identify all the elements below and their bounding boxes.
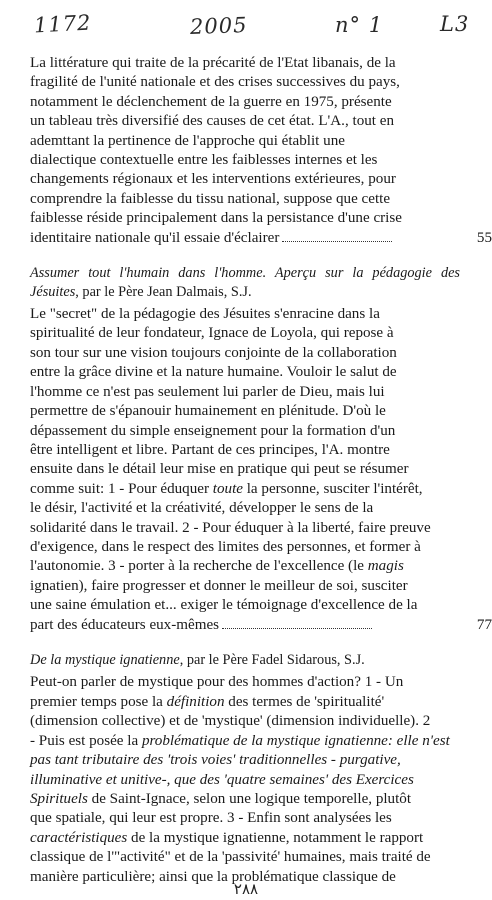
entry-abstract-2 — [30, 264, 492, 635]
emphasis: problématique de la mystique ignatienne: elle n'est — [141, 732, 450, 749]
text-line: classique de l'"activité" et de la 'passivité' humaines, mais traité de — [30, 849, 431, 866]
text-line: spiritualité de leur fondateur, Ignace de Loyola, qui repose à — [30, 325, 394, 342]
entry-title: De la mystique ignatienne — [30, 651, 180, 668]
handwritten-annotations — [0, 6, 492, 46]
text-line: notamment le déclenchement de la guerre en 1975, présente — [30, 93, 392, 110]
text-line: dépassement du simple enseignement pour la formation d'un — [30, 422, 396, 439]
text-line: que spatiale, qui leur est propre. 3 - Enfin sont analysées les — [30, 810, 392, 827]
text-span: la personne, susciter l'intérêt, — [242, 480, 423, 497]
text-line: changements régionaux et les interventions extérieures, pour — [30, 171, 396, 188]
text-line — [30, 829, 460, 848]
entry-author: , par le Père Fadel Sidarous, S.J. — [179, 651, 365, 668]
text-line: fragilité de l'unité nationale et des crises successives du pays, — [30, 74, 400, 91]
entry-heading — [30, 651, 460, 670]
abstract-text — [30, 305, 460, 616]
emphasis: illuminative et unitive-, que des 'quatre semaines' des Exercices — [30, 771, 414, 788]
text-span: comme suit: 1 - Pour éduquer — [30, 480, 213, 497]
handwritten-code: 1172 — [33, 10, 93, 38]
emphasis: Spirituels — [30, 790, 88, 807]
handwritten-ref: L3 — [440, 12, 470, 36]
text-line — [30, 480, 460, 499]
text-line: ademttant la pertinence de l'approche qui établit une — [30, 132, 345, 149]
text-line: faiblesse réside principalement dans la persistance d'une crise — [30, 210, 402, 227]
page-reference: 55 — [476, 229, 492, 246]
text-line — [30, 790, 460, 809]
text-line: manière particulière; ainsi que la problématique classique de — [30, 868, 396, 885]
text-line — [30, 693, 460, 712]
entry-title: Assumer tout l'humain dans l'homme. Aperçu sur la pédagogie des Jésuites — [30, 265, 460, 300]
last-line-with-page — [30, 616, 492, 635]
text-line: dialectique contextuelle entre les faiblesses internes et les — [30, 152, 378, 169]
emphasis: toute — [212, 480, 243, 497]
text-line: Peut-on parler de mystique pour des hommes d'action? 1 - Un — [30, 674, 404, 691]
leader-dots — [282, 240, 392, 242]
handwritten-number: n° 1 — [335, 13, 384, 37]
text-line: comprendre la faiblesse du tissu national, suppose que cette — [30, 190, 391, 207]
last-line-with-page — [30, 229, 492, 248]
text-line: ignatien), faire progresser et donner le meilleur de soi, susciter — [30, 577, 408, 594]
text-span: - Puis est posée la — [30, 732, 142, 749]
text-line — [30, 771, 460, 790]
text-line: être intelligent et libre. Partant de ces principes, l'A. montre — [30, 441, 390, 458]
emphasis: pas tant tributaire des 'trois voies' traditionnelles - purgative, — [30, 752, 401, 769]
text-line: permettre de s'épanouir humainement en plénitude. D'où le — [30, 403, 386, 420]
emphasis: définition — [166, 693, 225, 710]
entry-abstract-3 — [30, 651, 460, 887]
text-line: part des éducateurs eux-mêmes — [30, 616, 220, 633]
text-line — [30, 751, 460, 770]
text-span: l'autonomie. 3 - porter à la recherche de l'excellence (le — [30, 558, 368, 575]
text-line: le désir, l'activité et la créativité, développer le sens de la — [30, 500, 374, 517]
page-number-footer: ٢٨٨ — [233, 880, 259, 898]
text-line: d'exigence, dans le respect des limites des personnes, et former à — [30, 538, 421, 555]
text-line: La littérature qui traite de la précarité de l'Etat libanais, de la — [30, 55, 396, 71]
entry-author: , par le Père Jean Dalmais, S.J. — [75, 283, 252, 300]
text-line: Le "secret" de la pédagogie des Jésuites s'enracine dans la — [30, 306, 380, 323]
text-line: ensuite dans le détail leur mise en pratique qui peut se résumer — [30, 461, 409, 478]
text-span: de la mystique ignatienne, notamment le rapport — [127, 829, 424, 846]
text-span: de Saint-Ignace, selon une logique temporelle, plutôt — [87, 790, 412, 807]
text-line — [30, 732, 460, 751]
text-line: une saine émulation et... exiger le témoignage d'excellence de la — [30, 597, 418, 614]
page-content — [30, 54, 492, 887]
handwritten-year: 2005 — [189, 13, 248, 39]
abstract-text — [30, 673, 460, 886]
text-line: solidarité dans le travail. 2 - Pour éduquer à la liberté, faire preuve — [30, 519, 431, 536]
text-line: (dimension collective) et de 'mystique' (dimension individuelle). 2 — [30, 713, 431, 730]
text-line: entre la grâce divine et la nature humaine. Vouloir le salut de — [30, 364, 397, 381]
text-line: son tour sur une vision toujours conjointe de la collaboration — [30, 344, 397, 361]
entry-heading — [30, 264, 460, 301]
text-span: premier temps pose la — [30, 693, 167, 710]
text-line: l'homme ce n'est pas seulement lui parler de Dieu, mais lui — [30, 383, 385, 400]
text-line: un tableau très diversifié des causes de cet état. L'A., tout en — [30, 113, 394, 130]
text-line — [30, 557, 460, 576]
text-line: identitaire nationale qu'il essaie d'éclairer — [30, 229, 280, 246]
page-reference: 77 — [476, 616, 492, 633]
entry-abstract-1 — [30, 54, 492, 248]
abstract-text — [30, 54, 460, 229]
emphasis: caractéristiques — [30, 829, 128, 846]
leader-dots — [222, 627, 372, 629]
text-span: des termes de 'spiritualité' — [224, 693, 385, 710]
emphasis: magis — [367, 558, 404, 575]
